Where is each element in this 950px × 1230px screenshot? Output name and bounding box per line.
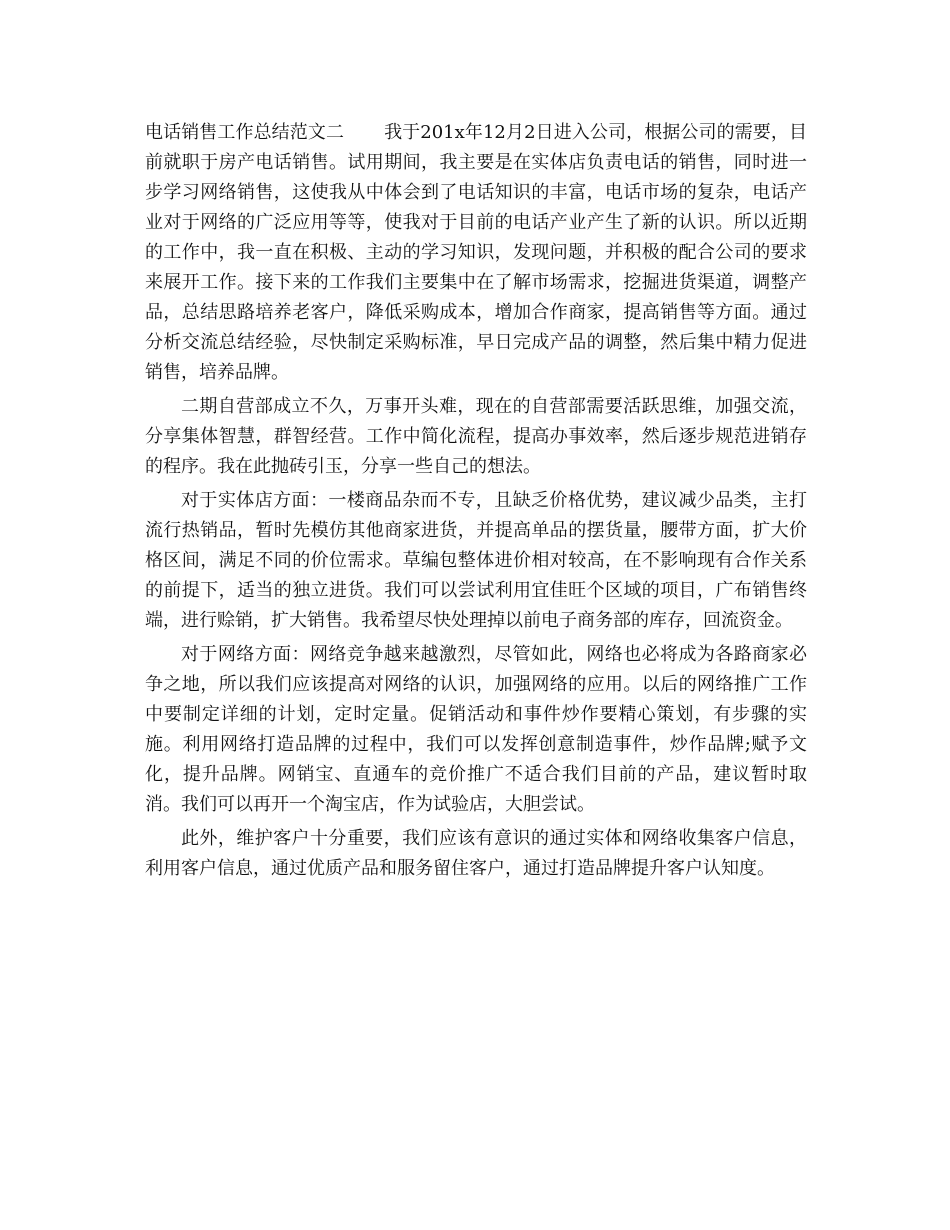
document-title: 电话销售工作总结范文二 bbox=[145, 122, 345, 143]
paragraph-2: 二期自营部成立不久，万事开头难，现在的自营部需要活跃思维，加强交流，分享集体智慧，群智经营。工作中简化流程，提高办事效率，然后逐步规范进销存的程序。我在此抛砖引玉，分享一些自己的想法。 bbox=[145, 396, 807, 477]
paragraph-3: 对于实体店方面：一楼商品杂而不专，且缺乏价格优势，建议减少品类，主打流行热销品，暂时先模仿其他商家进货，并提高单品的摆货量，腰带方面，扩大价格区间，满足不同的价位需求。草编包整体进价相对较高，在不影响现有合作关系的前提下，适当的独立进货。我们可以尝试利用宜佳旺个区域的项目，广布销售终端，进行赊销，扩大销售。我希望尽快处理掉以前电子商务部的库存，回流资金。 bbox=[145, 490, 807, 631]
paragraph-1-text: 我于201x年12月2日进入公司，根据公司的需要，目前就职于房产电话销售。试用期间，我主要是在实体店负责电话的销售，同时进一步学习网络销售，这使我从中体会到了电话知识的丰富，电话市场的复杂，电话产业对于网络的广泛应用等等，使我对于目前的电话产业产生了新的认识。所以近期的工作中，我一直在积极、主动的学习知识，发现问题，并积极的配合公司的要求来展开工作。接下来的工作我们主要集中在了解市场需求，挖掘进货渠道，调整产品，总结思路培养老客户，降低采购成本，增加合作商家，提高销售等方面。通过分析交流总结经验，尽快制定采购标准，早日完成产品的调整，然后集中精力促进销售，培养品牌。 bbox=[145, 122, 807, 383]
paragraph-5: 此外，维护客户十分重要，我们应该有意识的通过实体和网络收集客户信息，利用客户信息，通过优质产品和服务留住客户，通过打造品牌提升客户认知度。 bbox=[145, 828, 807, 879]
document-body bbox=[145, 118, 807, 884]
paragraph-1 bbox=[145, 118, 807, 388]
paragraph-4: 对于网络方面：网络竞争越来越激烈，尽管如此，网络也必将成为各路商家必争之地，所以我们应该提高对网络的认识，加强网络的应用。以后的网络推广工作中要制定详细的计划，定时定量。促销活动和事件炒作要精心策划，有步骤的实施。利用网络打造品牌的过程中，我们可以发挥创意制造事件，炒作品牌;赋予文化，提升品牌。网销宝、直通车的竞价推广不适合我们目前的产品，建议暂时取消。我们可以再开一个淘宝店，作为试验店，大胆尝试。 bbox=[145, 644, 807, 815]
